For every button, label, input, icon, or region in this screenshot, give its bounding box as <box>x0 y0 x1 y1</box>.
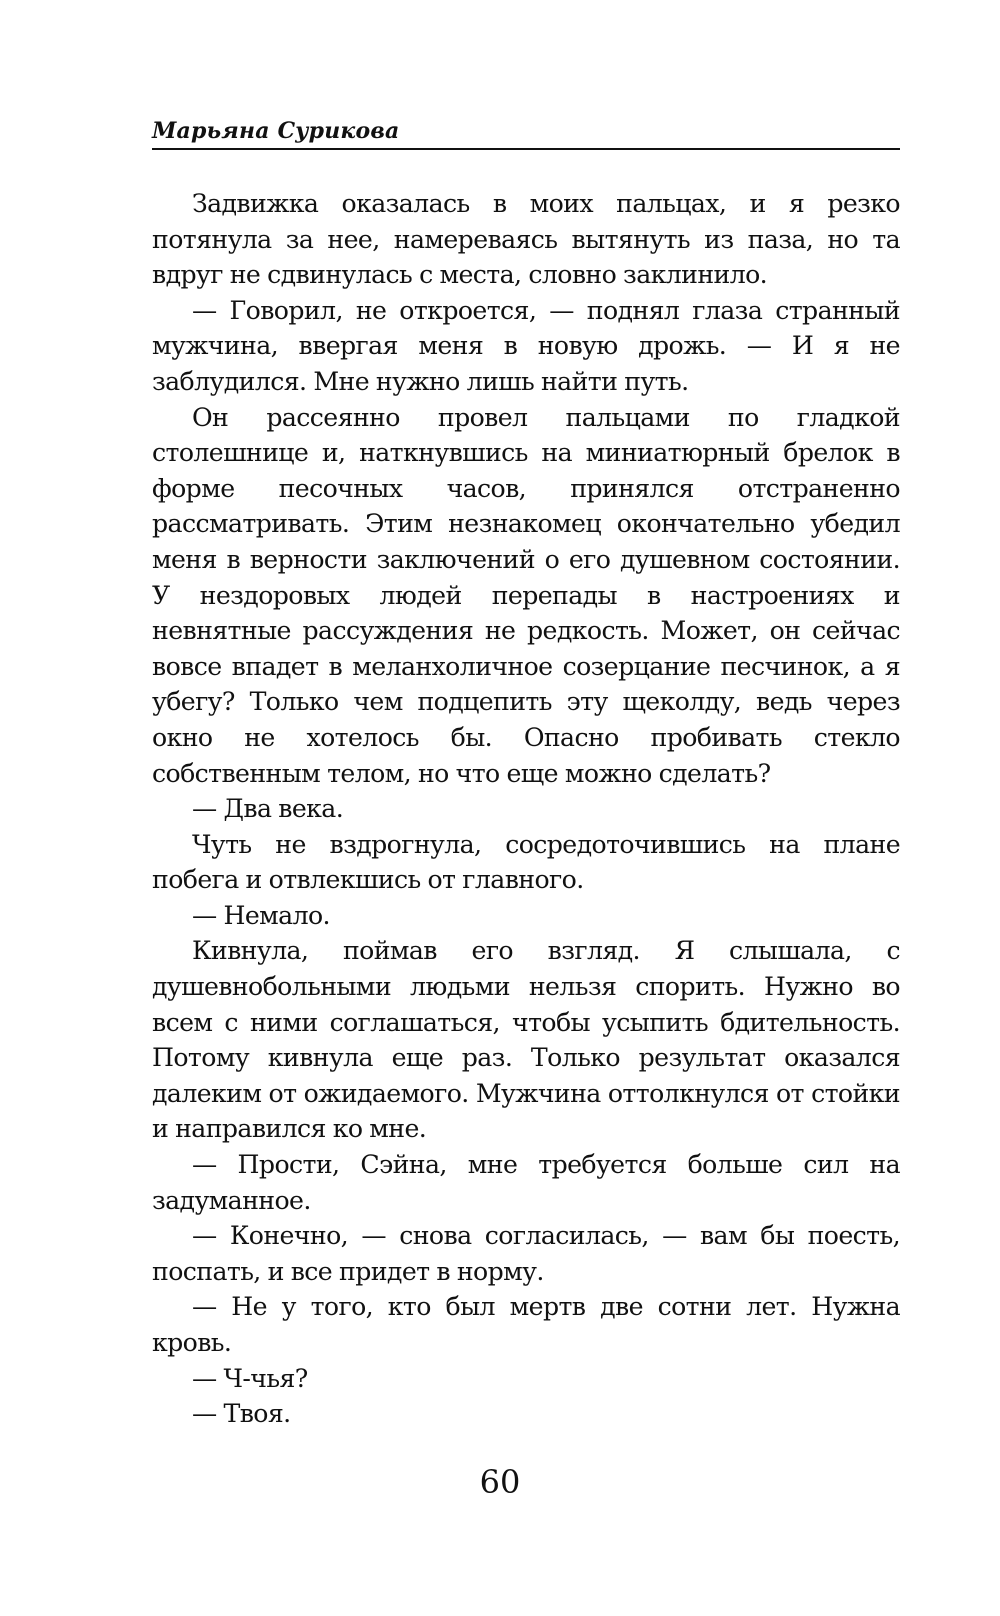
paragraph: Кивнула, поймав его взгляд. Я слышала, с душевнобольными людьми нельзя спорить. Нужно во всем с ними соглашаться, чтобы усыпить бдительность. Потому кивнула еще раз. Только результат оказался далеким от ожидаемого. Мужчина оттолкнулся от стойки и направился ко мне. <box>152 936 900 1144</box>
paragraph: Чуть не вздрогнула, сосредоточившись на плане побега и отвлекшись от главного. <box>152 829 900 895</box>
paragraph: — Два века. <box>192 794 344 824</box>
running-header <box>152 114 900 150</box>
body-text <box>152 186 900 1432</box>
paragraph: — Твоя. <box>192 1399 291 1429</box>
paragraph: — Ч-чья? <box>192 1363 308 1393</box>
page-number: 60 <box>479 1463 521 1501</box>
paragraph: — Говорил, не откроется, — поднял глаза странный мужчина, ввергая меня в новую дрожь. — И я не заблудился. Мне нужно лишь найти путь. <box>152 295 900 396</box>
paragraph: — Не у того, кто был мертв две сотни лет. Нужна кровь. <box>152 1292 900 1357</box>
paragraph: Он рассеянно провел пальцами по гладкой столешнице и, наткнувшись на миниатюрный брелок в форме песочных часов, принялся отстраненно рассматривать. Этим незнакомец окончательно убедил меня в верности заключений о его душевном состоянии. У нездоровых людей перепады в настроениях и невнятные рассуждения не редкость. Может, он сейчас вовсе впадет в меланхоличное созерцание песчинок, а я убегу? Только чем подцепить эту щеколду, ведь через окно не хотелось бы. Опасно пробивать стекло собственным телом, но что еще можно сделать? <box>152 402 900 788</box>
paragraph: — Прости, Сэйна, мне требуется больше сил на задуманное. <box>152 1150 900 1215</box>
paragraph: — Конечно, — снова согласилась, — вам бы поесть, поспать, и все придет в норму. <box>152 1221 900 1286</box>
author-name: Марьяна Сурикова <box>152 118 400 144</box>
paragraph: Задвижка оказалась в моих пальцах, и я резко потянула за нее, намереваясь вытянуть из паза, но та вдруг не сдвинулась с места, словно заклинило. <box>152 189 900 290</box>
paragraph: — Немало. <box>192 900 330 930</box>
